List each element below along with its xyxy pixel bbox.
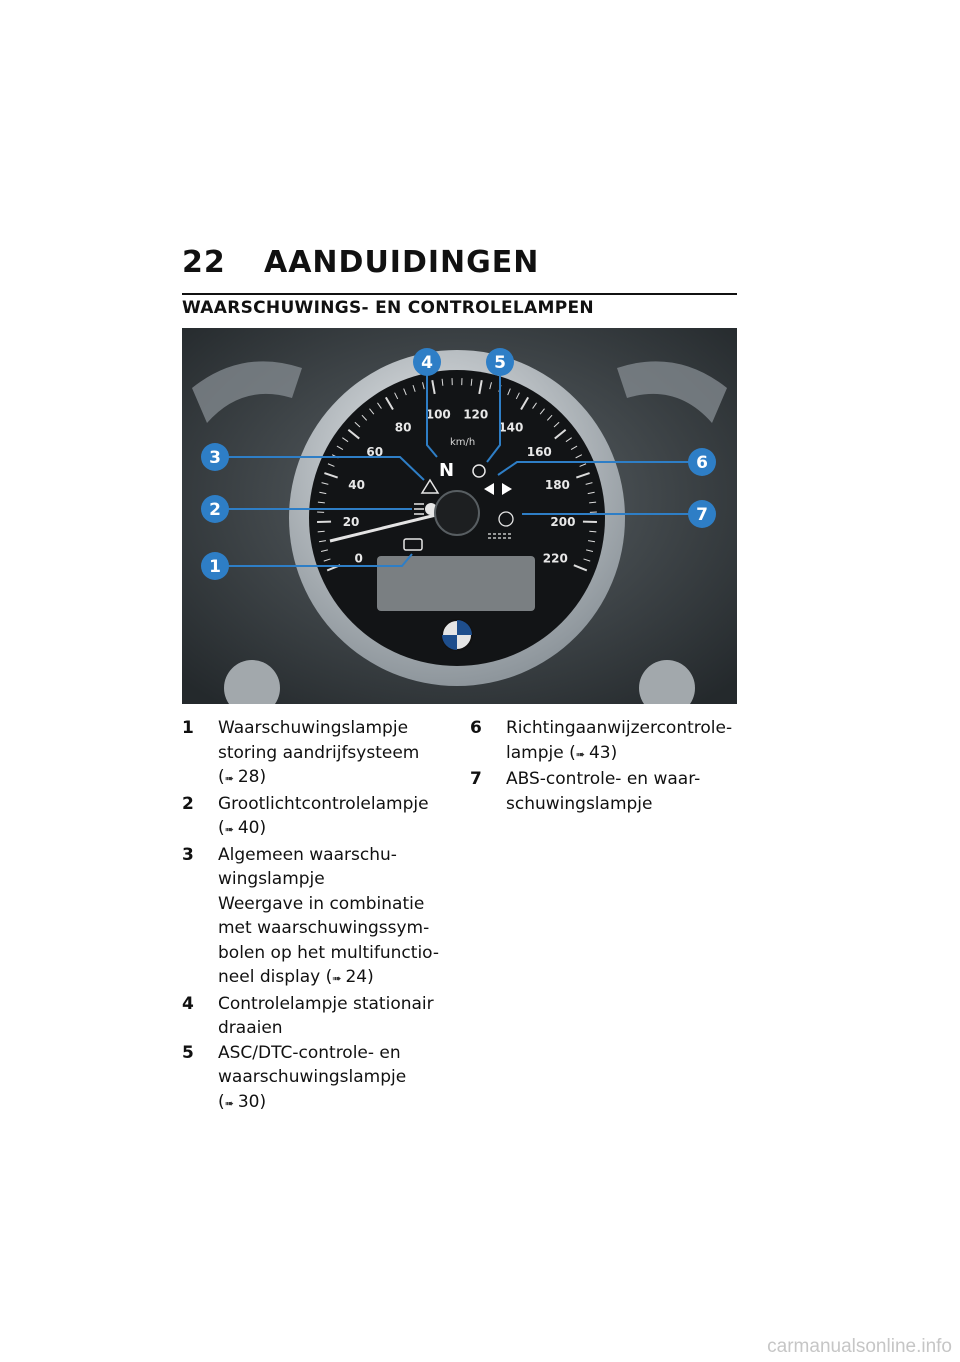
callout-5-label: 5 <box>494 353 506 373</box>
legend-description: ABS-controle- en waar- schuwingslampje <box>506 769 701 814</box>
neutral-indicator: N <box>439 460 455 481</box>
arrow-right-icon: ➠ <box>575 747 585 761</box>
header-rule <box>182 293 737 295</box>
legend-text <box>506 767 740 816</box>
page-reference-link[interactable]: (➠ 43) <box>563 742 618 763</box>
speed-label: 120 <box>463 407 489 422</box>
legend-description: Richtingaanwijzercontrole- lampje <box>506 718 733 763</box>
minor-tick <box>589 531 596 532</box>
page-reference-link[interactable]: (➠ 30) <box>218 1091 267 1112</box>
lcd-display <box>377 556 535 611</box>
legend-item-4 <box>182 992 444 1041</box>
callout-2-label: 2 <box>209 500 221 520</box>
speed-label: 0 <box>354 551 363 566</box>
legend-text <box>218 792 444 843</box>
speed-label: 220 <box>542 551 568 566</box>
legend-text <box>218 843 444 992</box>
page-reference-number: 30) <box>237 1091 267 1112</box>
page-reference-number: 40) <box>237 818 267 838</box>
legend-item-5 <box>182 1041 444 1117</box>
legend-text <box>506 716 740 767</box>
legend-right <box>470 716 740 816</box>
legend-number: 6 <box>470 718 482 738</box>
unit-label: km/h <box>450 437 476 448</box>
legend-text <box>218 1041 444 1117</box>
legend-description: Controlelampje stationair draaien <box>218 993 434 1038</box>
legend-item-7 <box>470 767 740 816</box>
page-reference-link[interactable]: (➠ 40) <box>218 818 267 838</box>
legend-text <box>218 716 444 792</box>
speed-label: 200 <box>550 515 576 530</box>
legend-item-3 <box>182 843 444 992</box>
callout-1-label: 1 <box>209 557 221 577</box>
page-reference-link[interactable]: (➠ 24) <box>320 967 374 987</box>
legend-item-1 <box>182 716 444 792</box>
speedometer-figure <box>182 328 737 704</box>
legend-number: 7 <box>470 769 482 789</box>
legend-text <box>218 992 444 1041</box>
legend-description: ASC/DTC-controle- en waarschuwingslampje <box>218 1042 407 1087</box>
page-reference-link[interactable]: (➠ 28) <box>218 767 267 787</box>
speed-label: 140 <box>498 420 524 435</box>
callout-3-label: 3 <box>209 448 221 468</box>
legend-description: Waarschuwingslampje storing aandrijfsysteem <box>218 718 420 763</box>
legend-number: 4 <box>182 993 194 1014</box>
speed-label: 100 <box>425 407 451 422</box>
legend-description: Grootlichtcontrolelampje <box>218 793 429 814</box>
legend-number: 2 <box>182 793 194 814</box>
speed-label: 60 <box>366 445 384 460</box>
speed-label: 80 <box>394 420 412 435</box>
minor-tick <box>318 531 325 532</box>
legend-number: 5 <box>182 1042 194 1063</box>
legend-description: Algemeen waarschu- wingslampje Weergave in combinatie met waarschuwingssym- bolen op het multifunctio- neel display <box>218 844 440 987</box>
arrow-right-icon: ➠ <box>224 823 234 836</box>
legend-number: 1 <box>182 718 194 738</box>
speed-label: 180 <box>544 477 570 492</box>
callout-6-label: 6 <box>696 453 708 473</box>
legend-item-6 <box>470 716 740 767</box>
needle-hub <box>435 491 479 535</box>
speed-label: 40 <box>348 477 365 492</box>
page-reference-number: 43) <box>588 742 618 763</box>
page-number: 22 <box>182 244 226 280</box>
page-header <box>182 244 539 280</box>
callout-7-label: 7 <box>696 505 708 525</box>
speed-label: 20 <box>342 515 360 530</box>
page-reference-number: 24) <box>345 967 374 987</box>
arrow-right-icon: ➠ <box>224 1096 234 1110</box>
legend-left <box>182 716 444 1116</box>
speed-label: 160 <box>526 445 552 460</box>
arrow-right-icon: ➠ <box>224 772 234 785</box>
page-reference-number: 28) <box>237 767 267 787</box>
section-title: WAARSCHUWINGS- EN CONTROLELAMPEN <box>182 298 594 318</box>
callout-4-label: 4 <box>421 353 433 373</box>
arrow-right-icon: ➠ <box>332 972 342 985</box>
source-watermark: carmanualsonline.info <box>767 1336 952 1357</box>
legend-item-2 <box>182 792 444 843</box>
legend-number: 3 <box>182 844 194 865</box>
chapter-title: AANDUIDINGEN <box>264 244 540 280</box>
